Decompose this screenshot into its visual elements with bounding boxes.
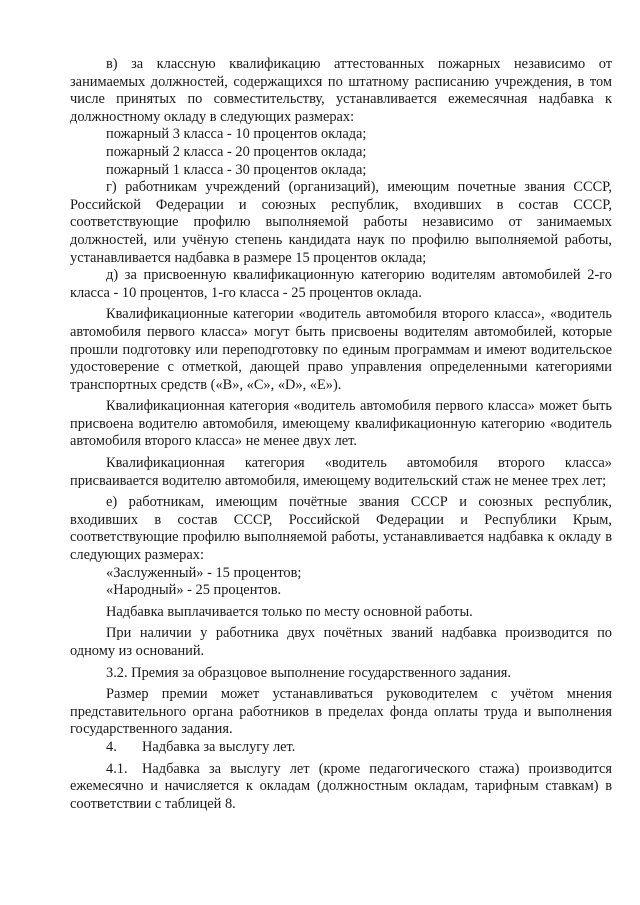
paragraph-driver-second-class: Квалификационная категория «водитель автомобиля второго класса» присваивается водителю автомобиля, имеющему водительский стаж не менее трех лет;	[70, 455, 612, 489]
list-item-honored: «Заслуженный» - 15 процентов;	[106, 564, 302, 581]
paragraph-honorary-titles-degree: г) работникам учреждений (организаций), имеющим почетные звания СССР, Российской Федерации и союзных республик, входивших в состав СССР, соответствующие профилю выполняемой работы независимо от занимаемых должностей, или учёную степень кандидата наук по профилю выполняемой работы, устанавливается надбавка в размере 15 процентов оклада;	[70, 179, 612, 266]
document-page	[70, 56, 612, 813]
paragraph-main-job-only: Надбавка выплачивается только по месту основной работы.	[106, 603, 473, 620]
paragraph-honorary-titles-ussr: е) работникам, имеющим почётные звания СССР и союзных республик, входивших в состав СССР, Российской Федерации и Республики Крым, соответствующие профилю выполняемой работы, устанавливается надбавка к окладу в следующих размерах:	[70, 494, 612, 564]
section-4-1-text: Надбавка за выслугу лет (кроме педагогического стажа) производится ежемесячно и начисляется к окладам (должностным окладам, тарифным ставкам) в соответствии с таблицей 8.	[70, 760, 612, 812]
section-4-heading	[70, 739, 612, 757]
paragraph-two-titles: При наличии у работника двух почётных званий надбавка производится по одному из оснований.	[70, 625, 612, 659]
paragraph-bonus-size: Размер премии может устанавливаться руководителем с учётом мнения представительного органа работников в пределах фонда оплаты труда и выполнения государственного задания.	[70, 686, 612, 738]
section-4-number: 4.	[106, 738, 117, 755]
section-4-1-number: 4.1.	[106, 760, 128, 777]
list-item-fire-class-1: пожарный 1 класса - 30 процентов оклада;	[106, 161, 367, 178]
paragraph-driver-category: д) за присвоенную квалификационную категорию водителям автомобилей 2-го класса - 10 процентов, 1-го класса - 25 процентов оклада.	[70, 267, 612, 301]
paragraph-driver-first-class: Квалификационная категория «водитель автомобиля первого класса» может быть присвоена водителю автомобиля, имеющему квалификационную категорию «водитель автомобиля второго класса» не менее двух лет.	[70, 398, 612, 450]
list-item-peoples: «Народный» - 25 процентов.	[106, 582, 282, 599]
paragraph-fire-qualification: в) за классную квалификацию аттестованных пожарных независимо от занимаемых должностей, содержащихся по штатному расписанию учреждения, в том числе принятых по совместительству, устанавливается ежемесячная надбавка к должностному окладу в следующих размерах:	[70, 56, 612, 125]
paragraph-bonus-heading: 3.2. Премия за образцовое выполнение государственного задания.	[106, 664, 512, 681]
section-4-title: Надбавка за выслугу лет.	[142, 738, 296, 755]
list-item-fire-class-3: пожарный 3 класса - 10 процентов оклада;	[106, 126, 367, 143]
paragraph-driver-categories-assignment: Квалификационные категории «водитель автомобиля второго класса», «водитель автомобиля первого класса» могут быть присвоены водителям автомобилей, которые прошли подготовку или переподготовку по единым программам и имеют водительское удостоверение с отметкой, дающей право управления определенными категориями транспортных средств («B», «C», «D», «E»).	[70, 306, 612, 393]
list-item-fire-class-2: пожарный 2 класса - 20 процентов оклада;	[106, 143, 367, 160]
section-4-1-paragraph	[70, 761, 612, 814]
